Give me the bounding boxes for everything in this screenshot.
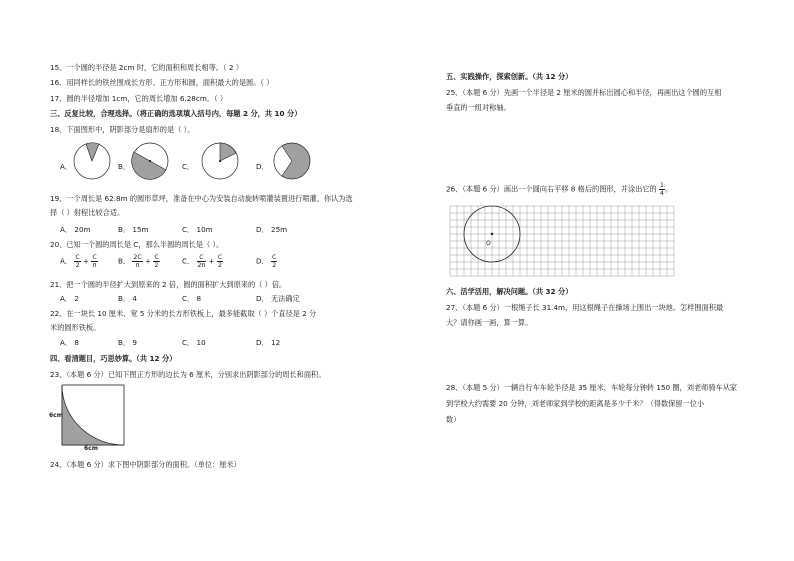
q20-b-label: B． <box>118 256 131 266</box>
q20-a-frac1-num: C <box>75 254 80 261</box>
question-22-line1: 22、在一块长 10 厘米、宽 5 分米的长方形铁板上，最多能截取（ ）个直径是 2 分 <box>50 309 317 318</box>
question-19-line2: 择（ ）射程比较合适。 <box>50 208 125 217</box>
q23-side-label: 6cm <box>49 412 63 419</box>
question-23: 23、（本题 6 分）已知下图正方形的边长为 6 厘米，分别求出阴影部分的周长和面积。 <box>50 370 326 379</box>
q20-d-frac1-den: 2 <box>272 262 277 269</box>
q20-b-frac2 <box>153 254 159 269</box>
q20-option-c <box>182 254 223 269</box>
q20-c-label: C． <box>182 256 195 266</box>
q26-fraction-num: 1 <box>660 182 664 189</box>
q20-c-frac1 <box>197 254 207 269</box>
q18-figure-a <box>72 141 112 181</box>
q22-option-b: B． 9 <box>118 338 137 347</box>
q26-grid <box>450 206 676 276</box>
question-22-line2: 米的圆形铁板。 <box>50 323 101 332</box>
question-21: 21、把一个圆的半径扩大到原来的 2 倍，圆的面积扩大到原来的（ ）倍。 <box>50 280 287 289</box>
q20-a-frac2-den: π <box>92 262 97 269</box>
q18-figure-c <box>200 141 240 181</box>
question-20: 20、已知一个圆的周长是 C，那么半圆的周长是（ ）。 <box>50 240 224 249</box>
question-16: 16、用同样长的铁丝围成长方形、正方形和圆，面积最大的是圆。（ ） <box>50 78 274 87</box>
q26-fraction-den: 4 <box>660 190 664 197</box>
q20-a-frac1 <box>74 254 80 269</box>
question-18: 18、下面图形中，阴影部分是扇形的是（ ）。 <box>50 125 195 134</box>
question-26-text: 26、（本题 6 分）画出一个圆向右平移 8 格后的图形，并涂出它的 <box>446 184 657 194</box>
q20-b-frac1-num: 2C <box>133 254 142 261</box>
question-15: 15、一个圆的半径是 2cm 时，它的面积和周长相等。（ 2 ） <box>50 63 243 72</box>
q18-figure-d <box>272 141 312 181</box>
q20-b-plus: + <box>144 256 152 266</box>
q20-c-frac2-num: C <box>217 254 223 261</box>
q23-square-figure <box>62 385 126 447</box>
question-25-line2: 垂直的一组对称轴。 <box>446 103 511 112</box>
q20-a-frac2 <box>91 254 97 269</box>
section-6-heading: 六、活学活用，解决问题。（共 32 分） <box>446 287 573 296</box>
q20-d-label: D． <box>256 256 269 266</box>
q22-option-a: A． 8 <box>60 338 79 347</box>
question-26 <box>446 182 672 197</box>
q19-option-b: B． 15m <box>118 225 149 234</box>
question-28-line2: 到学校大约需要 20 分钟，刘老师家到学校的距离是多少千米？（得数保留一位小 <box>446 399 705 408</box>
q22-option-d: D． 12 <box>256 338 281 347</box>
q20-d-frac1 <box>271 254 277 269</box>
question-28-line1: 28、（本题 5 分）一辆自行车车轮半径是 35 厘米，车轮每分钟转 150 圈，刘老师骑车从家 <box>446 383 738 392</box>
question-17: 17、圆的半径增加 1cm，它的周长增加 6.28cm。（ ） <box>50 94 228 103</box>
question-25-line1: 25、（本题 6 分）先画一个半径是 2 厘米的圆并标出圆心和半径，再画出这个圆的互相 <box>446 88 722 97</box>
section-3-heading: 三、反复比较，合理选择。（将正确的选项填入括号内，每题 2 分，共 10 分） <box>50 109 302 118</box>
q18-option-b-label: B． <box>118 162 131 171</box>
q18-option-a-label: A． <box>60 162 73 171</box>
q20-c-frac1-den: 2π <box>197 262 206 269</box>
q20-option-b <box>118 254 160 269</box>
q18-option-c-label: C． <box>182 162 195 171</box>
q20-c-plus: + <box>208 256 215 266</box>
q22-option-c: C． 10 <box>182 338 206 347</box>
q19-option-a: A． 20m <box>60 225 91 234</box>
q19-option-d: D． 25m <box>256 225 288 234</box>
q20-a-frac2-num: C <box>92 254 97 261</box>
q21-option-d: D． 无法确定 <box>256 294 300 303</box>
question-28-line3: 数） <box>446 415 461 424</box>
q20-b-frac2-den: 2 <box>154 262 159 269</box>
question-27-line1: 27、（本题 6 分）一根绳子长 31.4m，用这根绳子在操场上围出一块地。怎样围面积最 <box>446 303 724 312</box>
q21-option-b: B． 4 <box>118 294 137 303</box>
q20-d-frac1-num: C <box>272 254 277 261</box>
q20-option-d <box>256 254 277 269</box>
q26-center-dot <box>491 233 493 235</box>
grid-lines <box>450 206 674 276</box>
q20-option-a <box>60 254 98 269</box>
q18-figure-b <box>130 141 170 181</box>
q21-option-a: A． 2 <box>60 294 79 303</box>
q20-a-label: A． <box>60 256 73 266</box>
q23-bottom-label: 6cm <box>84 445 98 452</box>
question-19-line1: 19、一个周长是 62.8m 的圆形草坪，准备在中心为安装自动旋转喷灌装置进行喷灌，你认为选 <box>50 194 353 203</box>
q20-c-frac2-den: 2 <box>218 262 222 269</box>
q26-center-label: O <box>486 240 491 247</box>
q20-b-frac1-den: π <box>135 262 140 269</box>
q20-b-frac1 <box>132 254 142 269</box>
section-4-heading: 四、看清题目，巧思妙算。（共 12 分） <box>50 354 177 363</box>
q20-b-frac2-num: C <box>154 254 159 261</box>
question-27-line2: 大？请你画一画，算一算。 <box>446 318 533 327</box>
q20-a-frac1-den: 2 <box>75 262 80 269</box>
q21-option-c: C． 8 <box>182 294 202 303</box>
q18-option-d-label: D． <box>256 162 269 171</box>
q19-option-c: C． 10m <box>182 225 213 234</box>
q20-c-frac1-num: C <box>197 254 207 262</box>
question-26-end: 。 <box>664 184 673 194</box>
q20-a-plus: + <box>83 256 90 266</box>
section-5-heading: 五、实践操作，探索创新。（共 12 分） <box>446 72 573 81</box>
question-24: 24、（本题 6 分）求下图中阴影部分的面积。（单位：厘米） <box>50 460 241 469</box>
q20-c-frac2 <box>217 254 223 269</box>
